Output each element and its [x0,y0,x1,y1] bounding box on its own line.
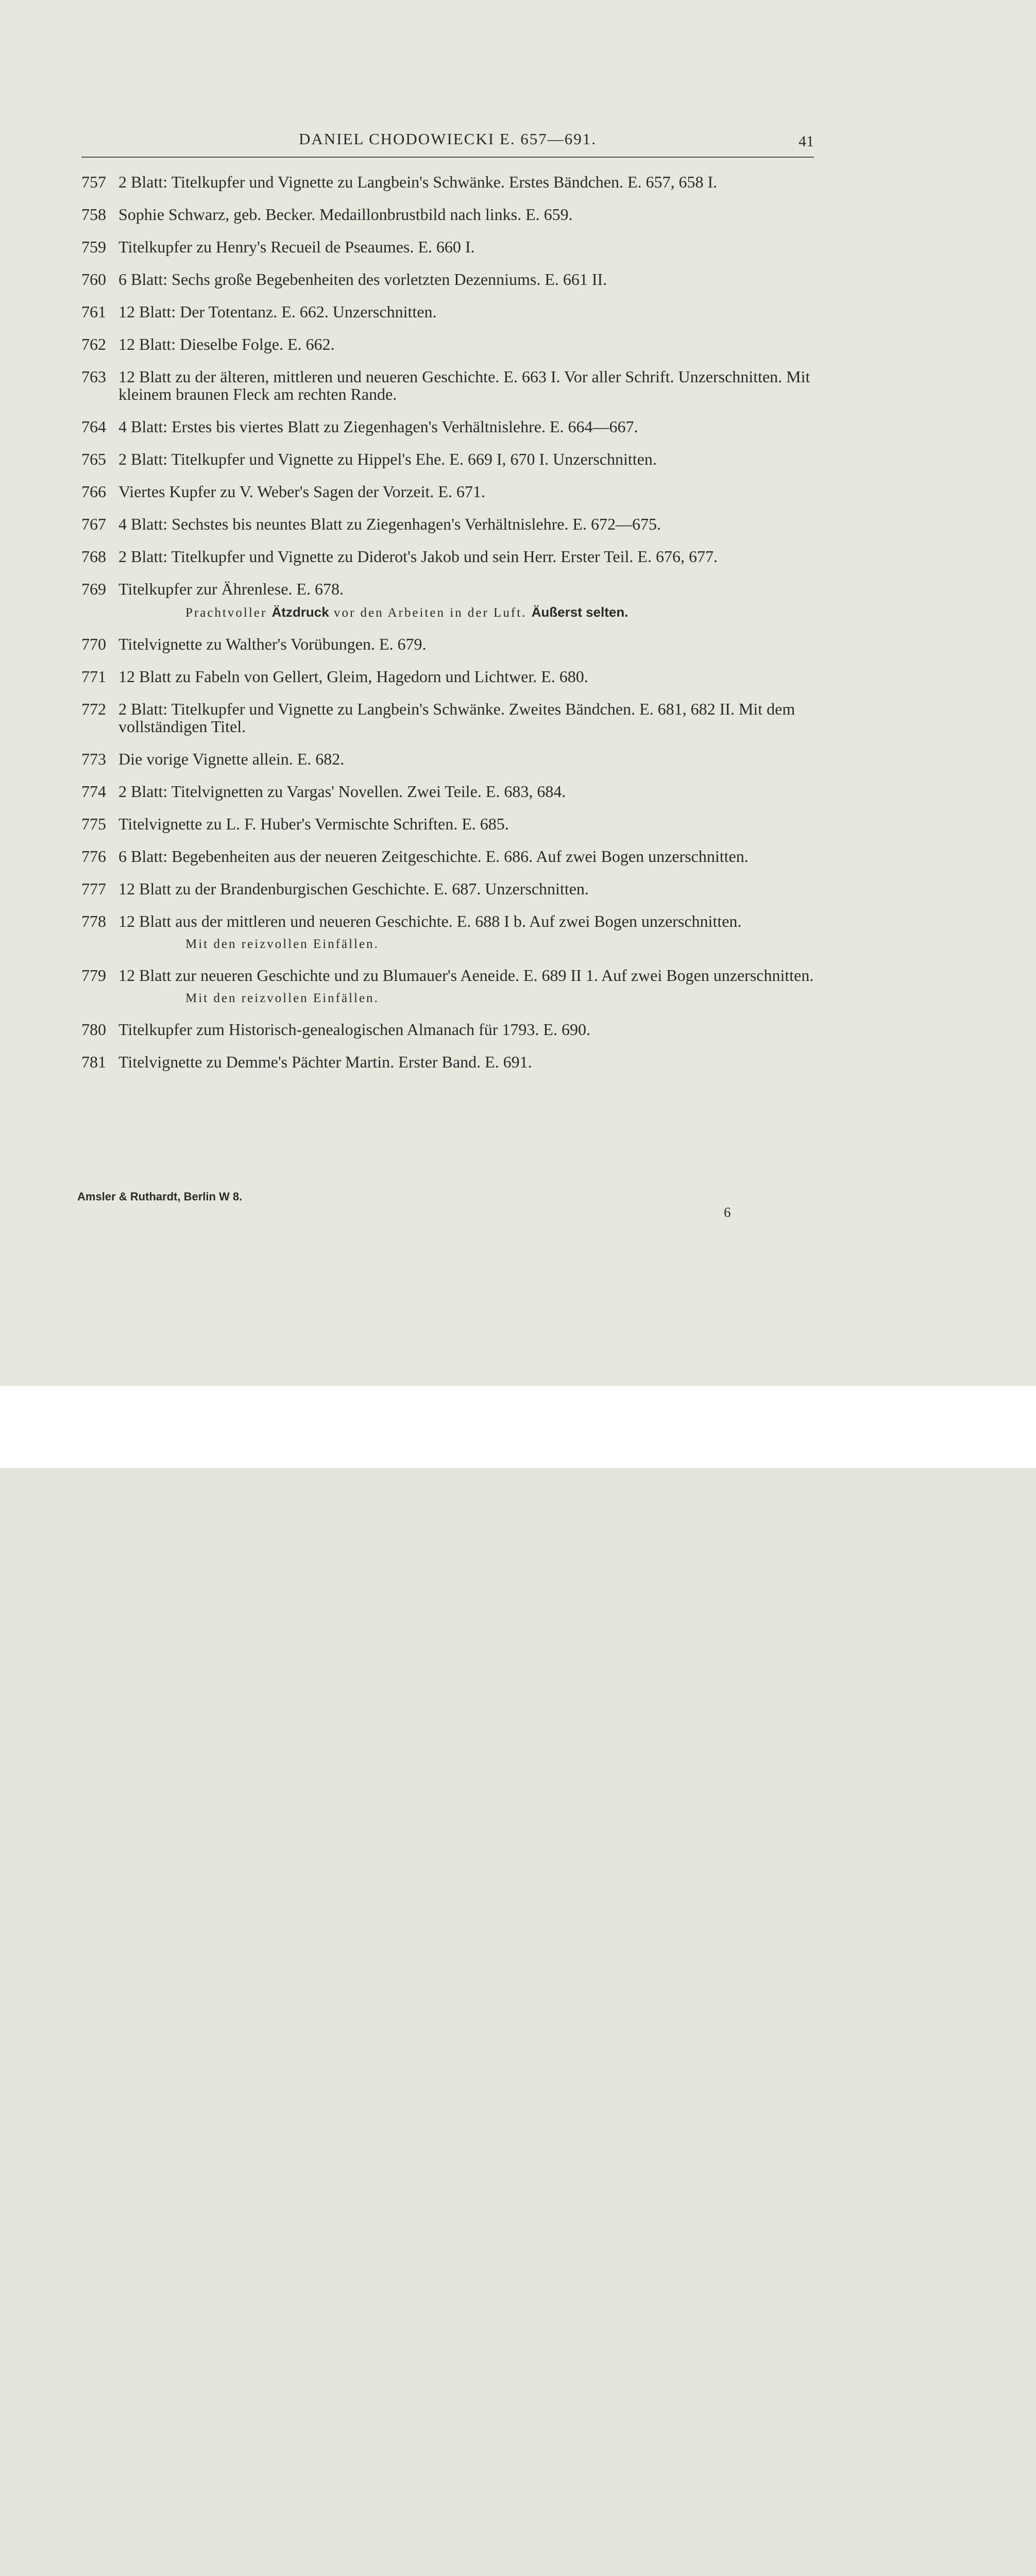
entry-number: 758 [81,205,106,224]
entry-number: 775 [81,815,106,833]
entry-description: 12 Blatt zur neueren Geschichte und zu Blumauer's Aeneide. E. 689 II 1. Auf zwei Bogen unzerschnitten. [118,966,814,985]
entry-number: 769 [81,580,106,598]
entry-description: Titelkupfer zu Henry's Recueil de Pseaumes. E. 660 I. [118,238,475,256]
signature-mark: 6 [724,1205,731,1220]
entry-description: 2 Blatt: Titelvignetten zu Vargas' Novellen. Zwei Teile. E. 683, 684. [118,782,566,801]
catalogue-entry [81,173,814,191]
entry-number: 781 [81,1053,106,1071]
catalogue-entry [81,912,814,952]
entry-description: 12 Blatt: Dieselbe Folge. E. 662. [118,335,335,353]
entry-description: Die vorige Vignette allein. E. 682. [118,750,345,768]
entry-number: 772 [81,700,106,718]
catalogue-entry [81,580,814,620]
entry-number: 770 [81,635,106,653]
entry-number: 765 [81,450,106,468]
entry-note-text: vor den Arbeiten in der Luft. [329,606,532,620]
entry-description: 12 Blatt zu der Brandenburgischen Geschichte. E. 687. Unzerschnitten. [118,879,589,898]
entry-description: 12 Blatt zu Fabeln von Gellert, Gleim, Hagedorn und Lichtwer. E. 680. [118,667,588,686]
entry-description: 6 Blatt: Sechs große Begebenheiten des vorletzten Dezenniums. E. 661 II. [118,270,607,289]
entry-number: 761 [81,302,106,321]
entry-description: 2 Blatt: Titelkupfer und Vignette zu Langbein's Schwänke. Zweites Bändchen. E. 681, 682 II. Mit dem vollständigen Titel. [118,700,795,736]
catalogue-entry [81,967,814,1006]
catalogue-entry [81,483,814,500]
catalogue-entry [81,880,814,897]
entry-number: 757 [81,173,106,191]
entry-number: 776 [81,847,106,866]
catalogue-entry [81,450,814,468]
entry-description: Titelkupfer zum Historisch-genealogischen Almanach für 1793. E. 690. [118,1020,590,1039]
entry-description: Viertes Kupfer zu V. Weber's Sagen der Vorzeit. E. 671. [118,482,485,501]
catalogue-entry [81,1021,814,1038]
entry-number: 768 [81,547,106,566]
entry-number: 779 [81,966,106,985]
entry-note: Mit den reizvollen Einfällen. [185,991,379,1005]
catalogue-entry [81,515,814,533]
catalogue-entries [81,173,814,1086]
page-title: DANIEL CHODOWIECKI E. 657—691. [298,130,597,148]
entry-number: 778 [81,912,106,930]
entry-note-text: Prachtvoller [185,606,272,620]
catalogue-entry [81,750,814,768]
entry-description: 12 Blatt aus der mittleren und neueren Geschichte. E. 688 I b. Auf zwei Bogen unzerschnitten. [118,912,742,930]
entry-description: Titelvignette zu Walther's Vorübungen. E. 679. [118,635,427,653]
entry-number: 780 [81,1020,106,1039]
page-number: 41 [799,133,814,150]
entry-description: 4 Blatt: Sechstes bis neuntes Blatt zu Ziegenhagen's Verhältnislehre. E. 672—675. [118,515,661,533]
catalogue-entry [81,1053,814,1071]
entry-note: Mit den reizvollen Einfällen. [185,937,379,951]
catalogue-entry [81,335,814,353]
entry-note [185,605,814,620]
entry-note-emphasis: Äußerst selten. [531,604,629,620]
catalogue-entry [81,418,814,435]
entry-number: 767 [81,515,106,533]
viewer-footer [0,1386,1036,1468]
publisher-imprint: Amsler & Ruthardt, Berlin W 8. [77,1190,243,1203]
catalogue-entry [81,783,814,800]
entry-number: 766 [81,482,106,501]
entry-number: 774 [81,782,106,801]
running-header [81,129,814,158]
entry-description: 2 Blatt: Titelkupfer und Vignette zu Langbein's Schwänke. Erstes Bändchen. E. 657, 658 I. [118,173,718,191]
catalogue-entry [81,303,814,320]
catalogue-entry [81,238,814,256]
entry-description: 6 Blatt: Begebenheiten aus der neueren Zeitgeschichte. E. 686. Auf zwei Bogen unzerschnitten. [118,847,749,866]
entry-number: 763 [81,367,106,386]
catalogue-entry [81,700,814,735]
entry-description: Titelkupfer zur Ährenlese. E. 678. [118,580,344,598]
catalogue-entry [81,270,814,288]
entry-description: 4 Blatt: Erstes bis viertes Blatt zu Ziegenhagen's Verhältnislehre. E. 664—667. [118,417,638,436]
entry-number: 760 [81,270,106,289]
entry-description: 12 Blatt zu der älteren, mittleren und neueren Geschichte. E. 663 I. Vor aller Schrift. Unzerschnitten. Mit kleinem braunen Fleck am rechten Rande. [118,367,810,403]
entry-number: 759 [81,238,106,256]
entry-note-emphasis: Ätzdruck [271,604,329,620]
entry-description: 2 Blatt: Titelkupfer und Vignette zu Diderot's Jakob und sein Herr. Erster Teil. E. 676, 677. [118,547,718,566]
entry-number: 777 [81,879,106,898]
entry-description: Titelvignette zu L. F. Huber's Vermischte Schriften. E. 685. [118,815,509,833]
catalogue-entry [81,668,814,685]
catalogue-entry [81,635,814,653]
entry-description: Sophie Schwarz, geb. Becker. Medaillonbrustbild nach links. E. 659. [118,205,573,224]
entry-description: 12 Blatt: Der Totentanz. E. 662. Unzerschnitten. [118,302,437,321]
entry-description: Titelvignette zu Demme's Pächter Martin. Erster Band. E. 691. [118,1053,532,1071]
entry-number: 764 [81,417,106,436]
catalogue-entry [81,206,814,223]
entry-number: 771 [81,667,106,686]
catalogue-entry [81,368,814,403]
catalogue-entry [81,548,814,565]
catalogue-entry [81,848,814,865]
catalogue-entry [81,815,814,833]
entry-number: 762 [81,335,106,353]
entry-description: 2 Blatt: Titelkupfer und Vignette zu Hippel's Ehe. E. 669 I, 670 I. Unzerschnitten. [118,450,657,468]
entry-number: 773 [81,750,106,768]
